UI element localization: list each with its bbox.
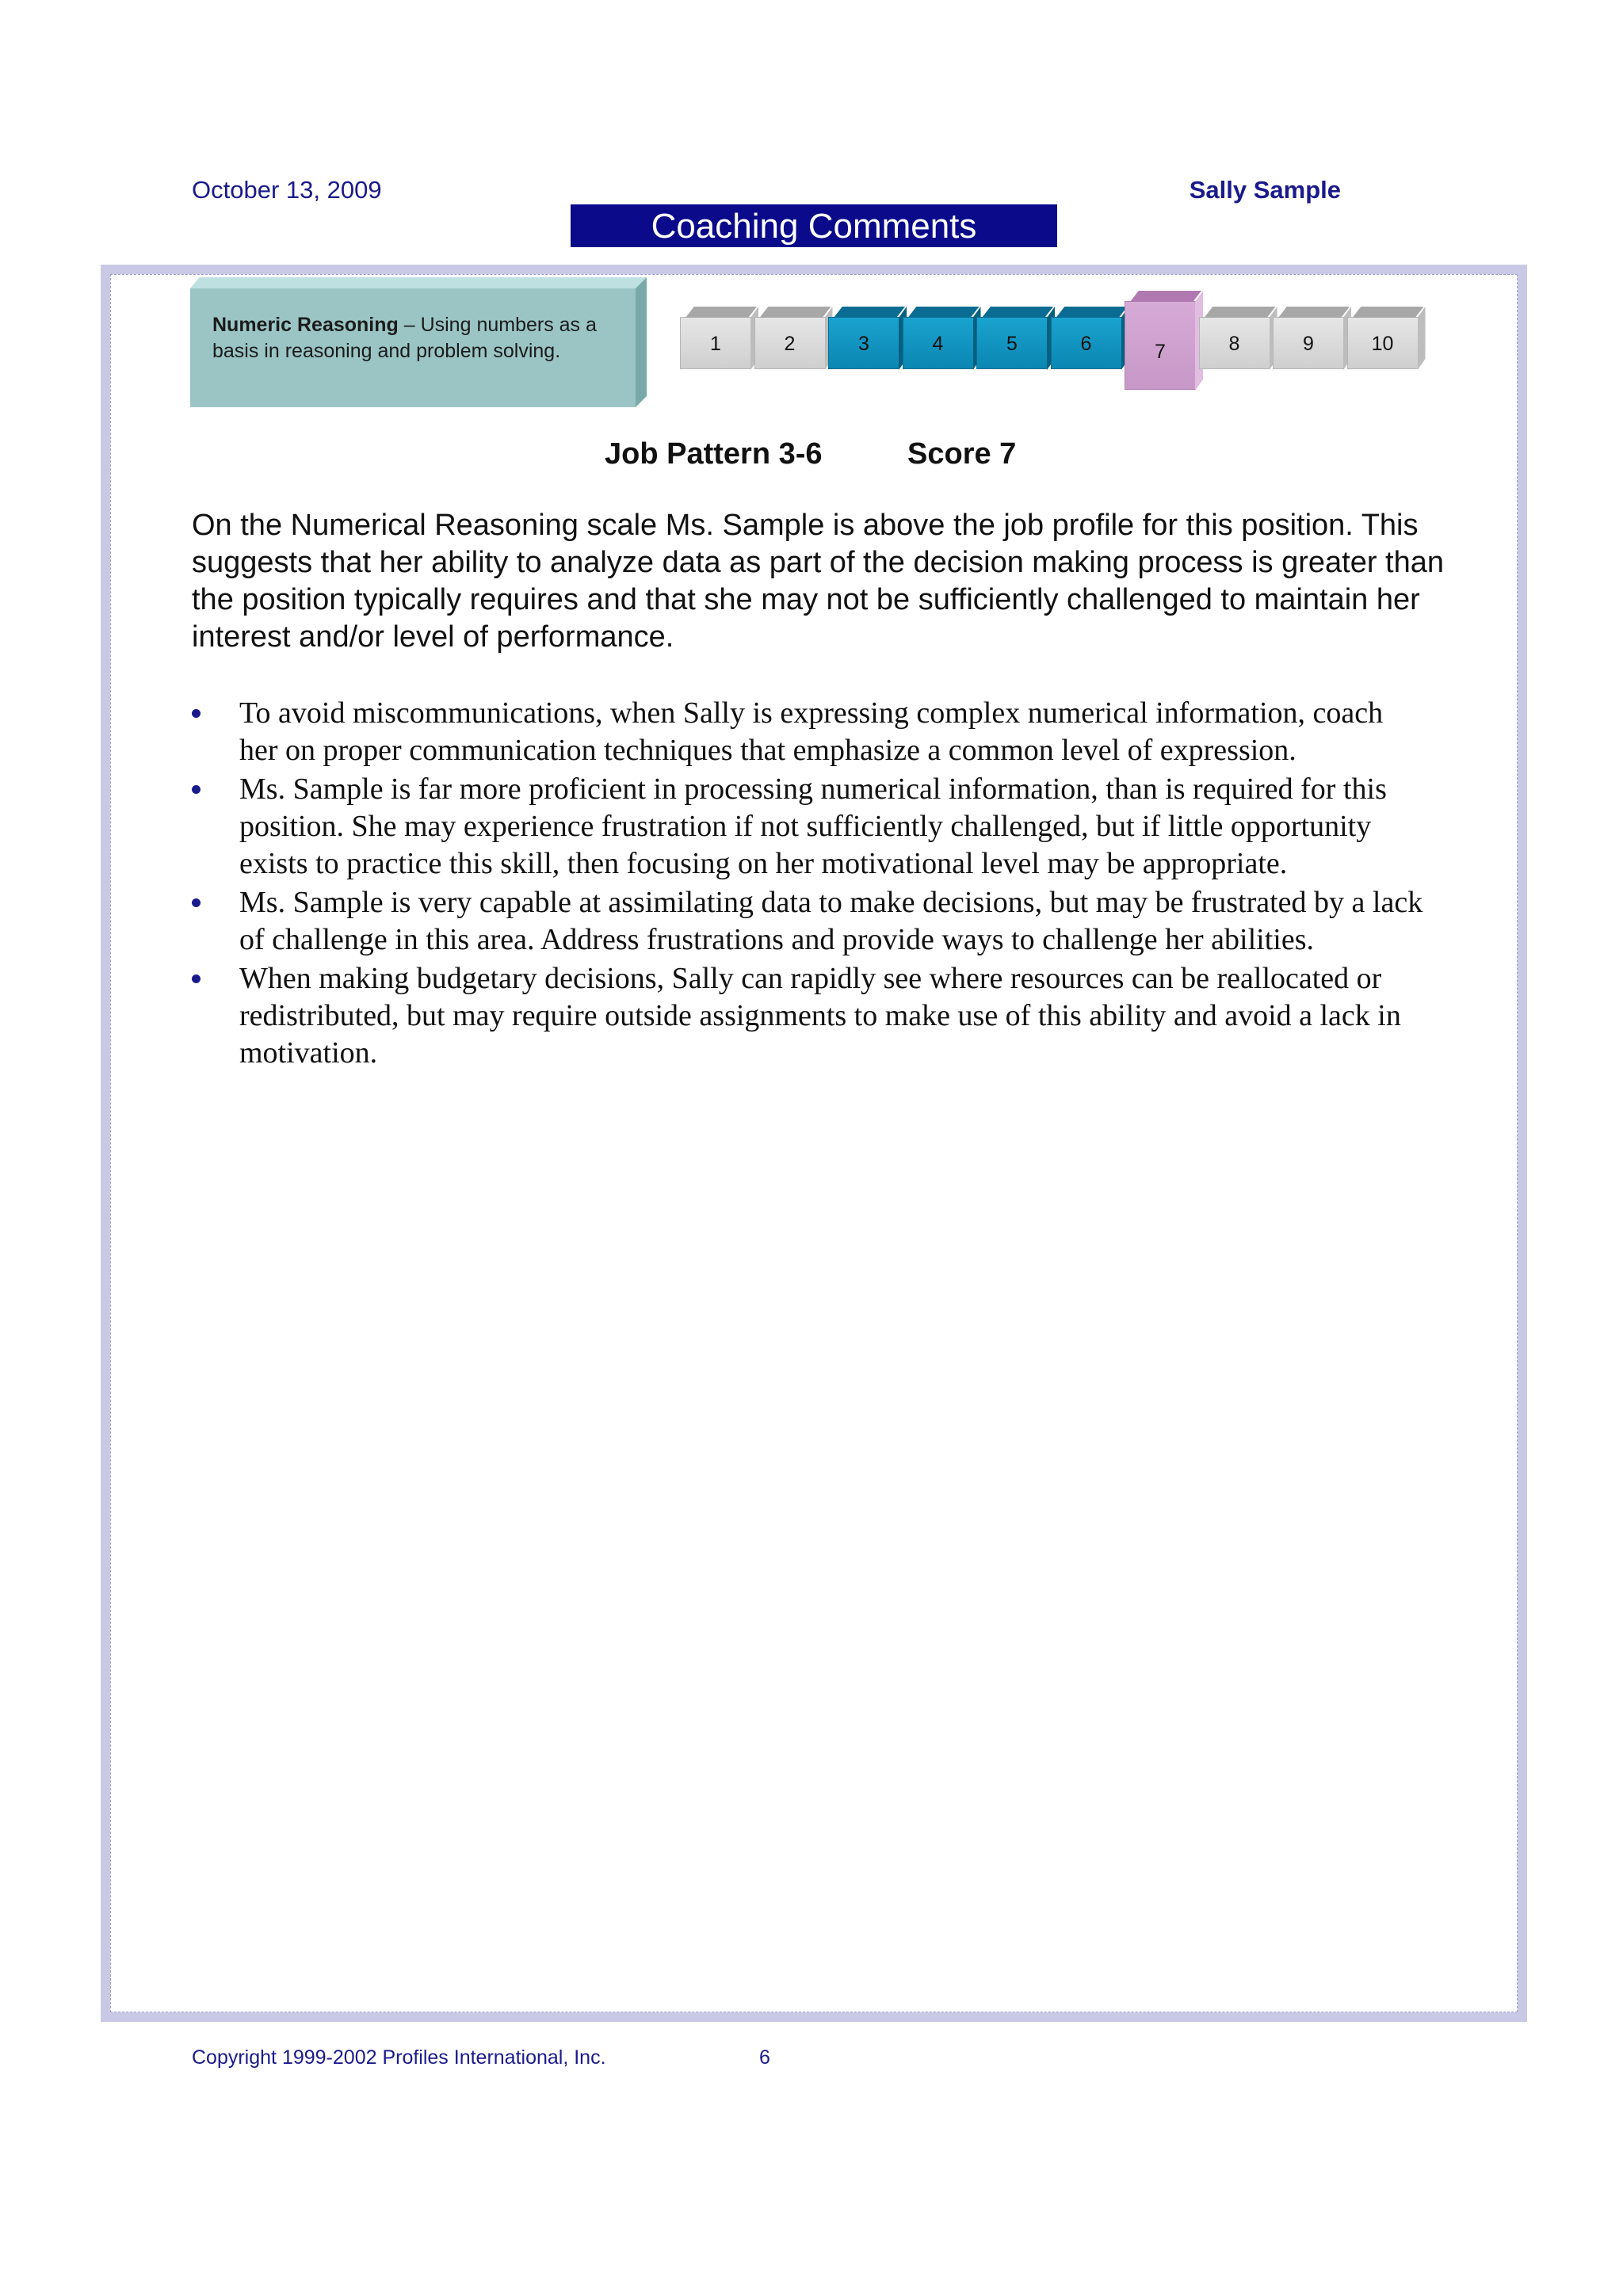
scale-definition: – Using numbers as a basis in reasoning and problem solving. bbox=[212, 314, 597, 362]
scale-cell-6 bbox=[1051, 317, 1122, 369]
scale-cell-7 bbox=[1125, 301, 1196, 390]
interpretation-paragraph: On the Numerical Reasoning scale Ms. Sample is above the job profile for this position. This suggests that her ability to analyze data as part of the decision making process is greater than the position typically requires and that she may not be sufficiently challenged to maintain her interest and/or level of performance. bbox=[192, 509, 1445, 654]
bullet-dot-icon bbox=[192, 709, 200, 718]
copyright-notice: Copyright 1999-2002 Profiles International, Inc. bbox=[192, 2046, 606, 2069]
box-front-face bbox=[190, 288, 636, 407]
bullet-dot-icon bbox=[192, 785, 200, 794]
scale-cell-label: 5 bbox=[1006, 333, 1018, 355]
coaching-bullet-list bbox=[192, 695, 1428, 1074]
coaching-bullet bbox=[192, 960, 1428, 1072]
scale-cell-label: 7 bbox=[1155, 341, 1166, 363]
bullet-dot-icon bbox=[192, 898, 200, 907]
box-side-face bbox=[636, 277, 647, 407]
coaching-bullet bbox=[192, 771, 1428, 883]
scale-cell-top-face bbox=[1130, 291, 1201, 302]
bullet-dot-icon bbox=[192, 974, 200, 983]
job-pattern-label: Job Pattern 3-6 bbox=[605, 437, 823, 471]
scale-cell-1 bbox=[680, 317, 751, 369]
scale-cell-label: 8 bbox=[1228, 333, 1240, 355]
scale-cell-5 bbox=[976, 317, 1048, 369]
scale-cell-top-face bbox=[1278, 307, 1350, 318]
coaching-bullet bbox=[192, 695, 1428, 769]
scale-cell-top-face bbox=[982, 307, 1053, 318]
scale-cell-label: 10 bbox=[1371, 333, 1394, 355]
scale-cell-label: 3 bbox=[858, 333, 869, 355]
scale-cell-4 bbox=[903, 317, 974, 369]
scale-cell-top-face bbox=[908, 307, 980, 318]
scale-cell-2 bbox=[754, 317, 826, 369]
scale-cell-8 bbox=[1199, 317, 1270, 369]
scale-description-box bbox=[190, 277, 640, 407]
box-top-face bbox=[190, 277, 647, 288]
scale-cell-top-face bbox=[1205, 307, 1276, 318]
scale-cell-label: 1 bbox=[710, 333, 721, 355]
bullet-text: Ms. Sample is very capable at assimilating data to make decisions, but may be frustrated by a lack of challenge in this area. Address frustrations and provide ways to challenge her abilities. bbox=[239, 886, 1423, 956]
candidate-name: Sally Sample bbox=[1189, 176, 1341, 204]
scale-cell-top-face bbox=[760, 307, 831, 318]
scale-cell-9 bbox=[1273, 317, 1344, 369]
section-title: Coaching Comments bbox=[571, 204, 1057, 247]
score-label: Score 7 bbox=[907, 437, 1017, 471]
scale-cell-top-face bbox=[1056, 307, 1128, 318]
bullet-text: Ms. Sample is far more proficient in processing numerical information, than is required for this position. She may experience frustration if not sufficiently challenged, but if little opportunity exists to practice this skill, then focusing on her motivational level may be appropriate. bbox=[239, 772, 1387, 880]
scale-cell-label: 9 bbox=[1303, 333, 1314, 355]
scale-cell-top-face bbox=[685, 307, 757, 318]
scale-cell-label: 6 bbox=[1080, 333, 1092, 355]
bullet-text: When making budgetary decisions, Sally can rapidly see where resources can be reallocated or redistributed, but may require outside assignments to make use of this ability and avoid a lack in motivation. bbox=[239, 962, 1401, 1070]
scale-cell-10 bbox=[1347, 317, 1419, 369]
scale-cell-top-face bbox=[1353, 307, 1424, 318]
coaching-bullet bbox=[192, 884, 1428, 959]
score-scale bbox=[680, 301, 1441, 396]
scale-cell-3 bbox=[828, 317, 899, 369]
scale-name: Numeric Reasoning bbox=[212, 314, 399, 336]
page-number: 6 bbox=[759, 2046, 770, 2069]
scale-cell-label: 4 bbox=[932, 333, 944, 355]
scale-cell-top-face bbox=[834, 307, 905, 318]
bullet-text: To avoid miscommunications, when Sally is expressing complex numerical information, coach her on proper communication techniques that emphasize a common level of expression. bbox=[239, 696, 1384, 767]
scale-cell-label: 2 bbox=[784, 333, 796, 355]
scale-cell-side-face bbox=[1418, 307, 1426, 370]
report-date: October 13, 2009 bbox=[192, 176, 382, 204]
